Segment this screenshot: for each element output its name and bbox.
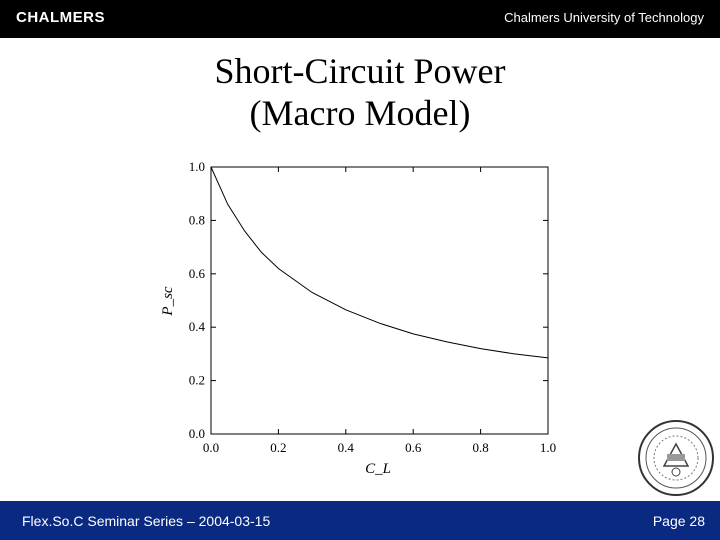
university-name: Chalmers University of Technology (504, 10, 704, 25)
chalmers-logo: CHALMERS (16, 9, 105, 26)
series-line (211, 167, 548, 358)
y-tick-label: 0.2 (188, 372, 205, 388)
y-tick-label: 0.8 (188, 212, 205, 228)
chalmers-seal-icon (636, 418, 716, 498)
y-axis-label: P_sc (160, 286, 176, 316)
plot-frame (211, 167, 548, 434)
x-axis-label: C_L (365, 461, 391, 477)
x-tick-label: 1.0 (539, 440, 557, 455)
slide-title-line-2: (Macro Model) (249, 93, 471, 133)
y-tick-label: 0.4 (188, 319, 205, 335)
x-tick-label: 0.4 (337, 440, 354, 455)
page-number: Page 28 (652, 513, 705, 529)
x-tick-label: 0.2 (270, 440, 287, 455)
x-tick-label: 0.6 (405, 440, 422, 455)
x-tick-label: 0.8 (472, 440, 489, 455)
footer-seminar-info: Flex.So.C Seminar Series – 2004-03-15 (22, 513, 271, 529)
y-tick-label: 1.0 (188, 159, 205, 174)
y-tick-label: 0.0 (188, 426, 205, 441)
slide-title (0, 50, 720, 134)
slide-title-line-1: Short-Circuit Power (214, 51, 506, 91)
x-tick-label: 0.0 (202, 440, 220, 455)
y-tick-label: 0.6 (188, 265, 205, 281)
footer-bar (0, 501, 720, 540)
short-circuit-power-chart (150, 155, 570, 485)
header-bar (0, 0, 720, 38)
